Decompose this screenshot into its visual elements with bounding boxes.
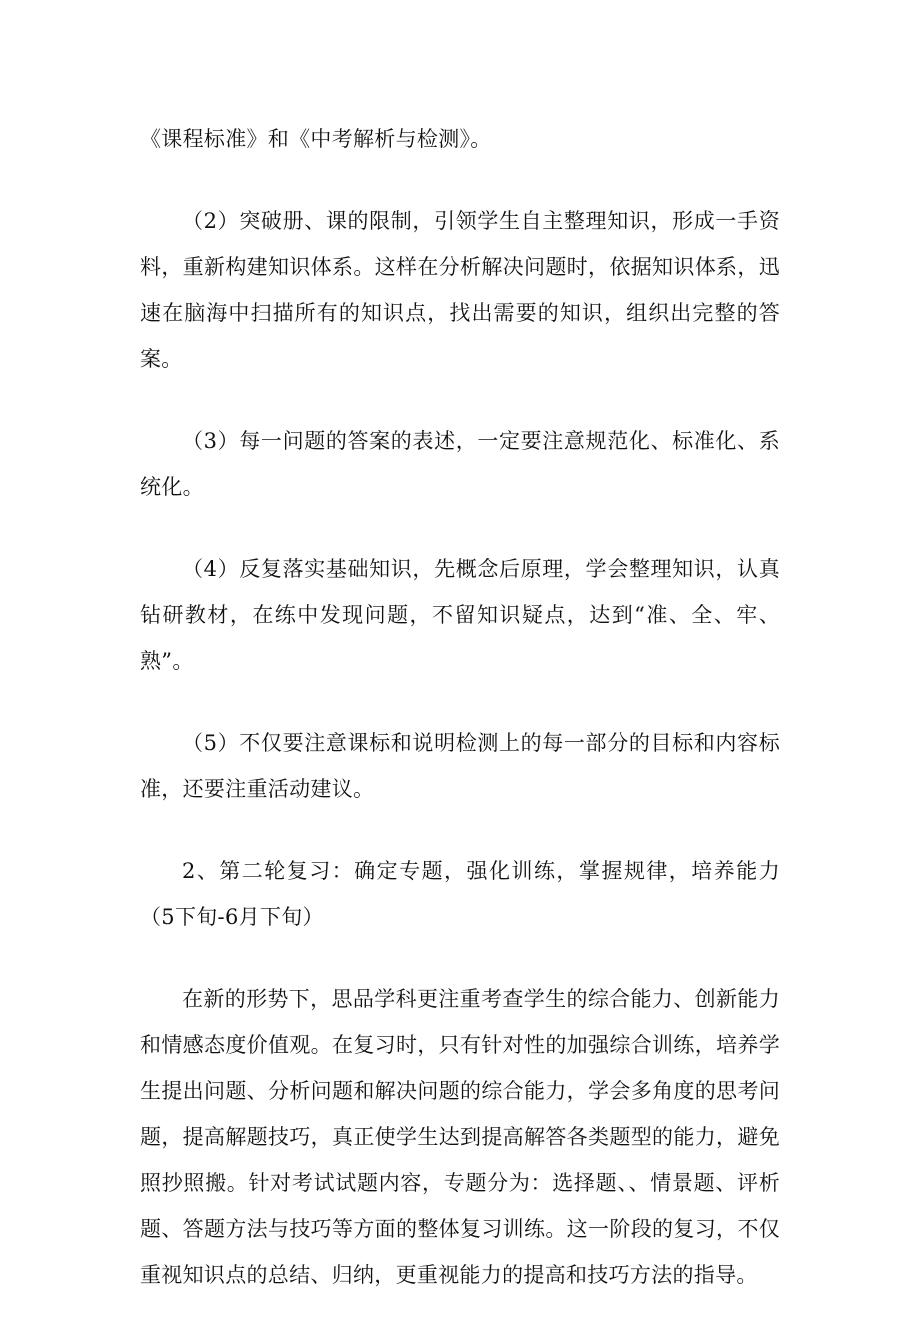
paragraph-item-4: （4）反复落实基础知识，先概念后原理，学会整理知识，认真钻研教材，在练中发现问题，不留知识疑点，达到“准、全、牢、熟”。 [140, 557, 780, 673]
paragraph-item-3: （3）每一问题的答案的表述，一定要注意规范化、标准化、系统化。 [140, 429, 780, 499]
paragraph-item-5: （5）不仅要注意课标和说明检测上的每一部分的目标和内容标准，还要注重活动建议。 [140, 731, 780, 801]
paragraph-second-round-body: 在新的形势下，思品学科更注重考查学生的综合能力、创新能力和情感态度价值观。在复习时，只有针对性的加强综合训练，培养学生提出问题、分析问题和解决问题的综合能力，学会多角度的思考问题，提高解题技巧，真正使学生达到提高解答各类题型的能力，避免照抄照搬。针对考试试题内容，专题分为：选择题、、情景题、评析题、答题方法与技巧等方面的整体复习训练。这一阶段的复习，不仅重视知识点的总结、归纳，更重视能力的提高和技巧方法的指导。 [140, 987, 780, 1287]
document-body [140, 116, 780, 1334]
paragraph-continuation: 《课程标准》和《中考解析与检测》。 [140, 127, 492, 151]
paragraph-item-2: （2）突破册、课的限制，引领学生自主整理知识，形成一手资料，重新构建知识体系。这样在分析解决问题时，依据知识体系，迅速在脑海中扫描所有的知识点，找出需要的知识，组织出完整的答案。 [140, 209, 780, 371]
section-heading-second-round: 2、第二轮复习：确定专题，强化训练，掌握规律，培养能力（5下旬-6月下旬） [140, 859, 780, 929]
